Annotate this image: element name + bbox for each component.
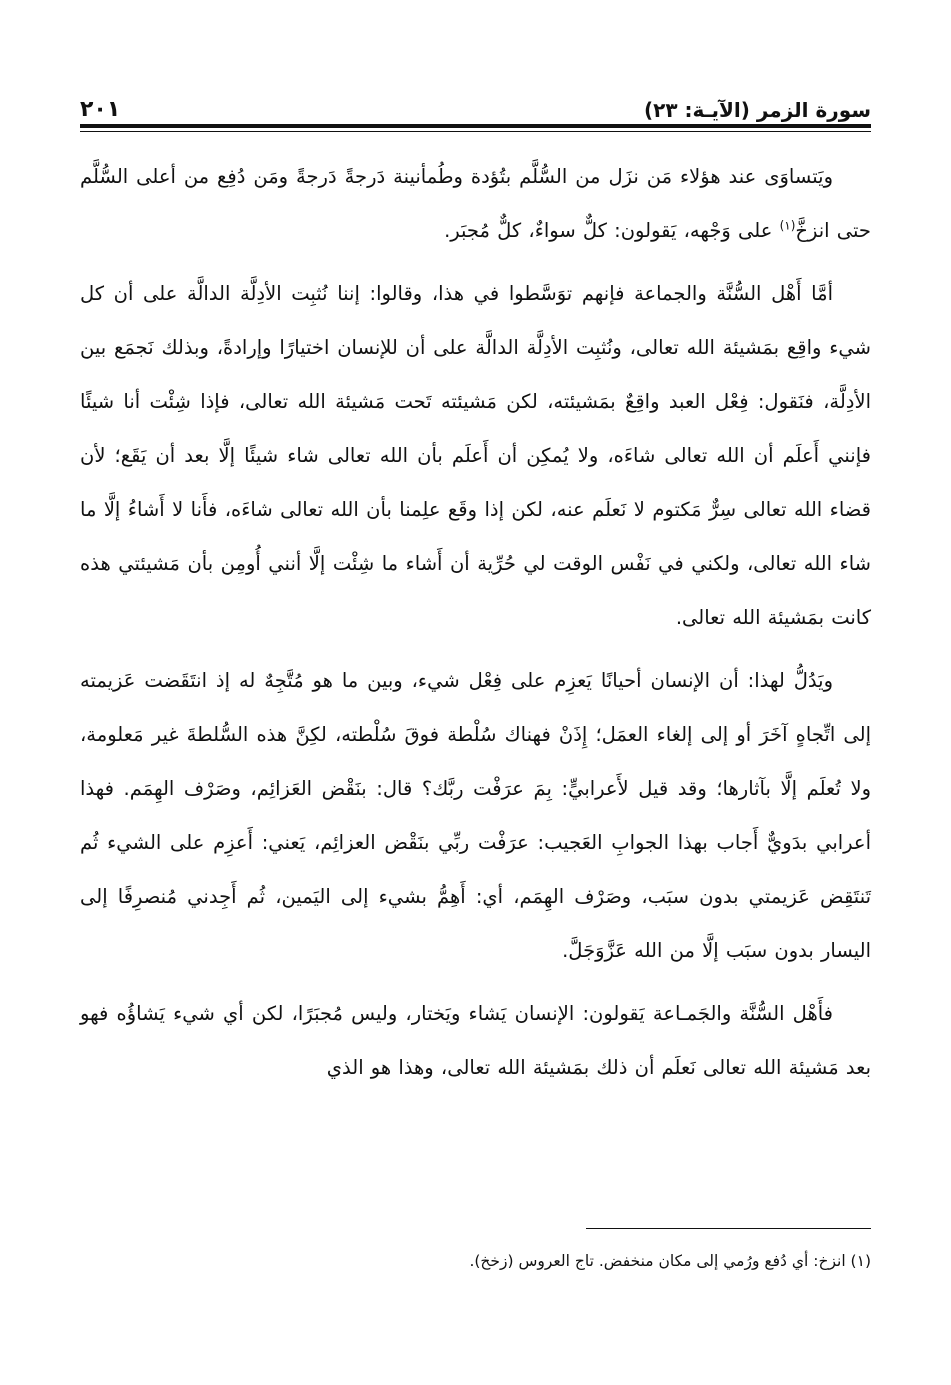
paragraph-1-text-start: ويَتساوَى عند هؤلاء مَن نزَل من السُّلَّم بتُؤدة وطُمأنينة دَرجةً دَرجةً ومَن دُفِع من أعلى السُّلَّم حتى انزخَّ — [80, 165, 871, 242]
paragraph-2: أمَّا أَهْل السُّنَّة والجماعة فإنهم توَسَّطوا في هذا، وقالوا: إننا نُثبِت الأدِلَّة الدالَّة على أن كل شيء واقِع بمَشيئة الله تعالى، ونُثبِت الأدِلَّة الدالَّة على أن للإنسان اختيارًا وإرادةً، وبذلك نَجمَع بين الأدِلَّة، فنَقول: فِعْل العبد واقِعٌ بمَشيئته، لكن مَشيئته تَحت مَشيئة الله تعالى، فإذا شِئْت أنا شيئًا فإنني أَعلَم أن الله تعالى شاءَه، ولا يُمكِن أن أَعلَم بأن الله تعالى شاء شيئًا إلَّا بعد أن يَقَع؛ لأن قضاء الله تعالى سِرٌّ مَكتوم لا نَعلَم عنه، لكن إذا وقَع علِمنا بأن الله تعالى شاءَه، فأَنا لا أَشاءُ إلَّا ما شاء الله تعالى، ولكني في نَفْس الوقت لي حُرِّية أن أَشاء ما شِئْت إلَّا أنني أُومِن بأن مَشيئتي هذه كانت بمَشيئة الله تعالى. — [80, 282, 871, 629]
footnote-1: (١) انزخ: أي دُفع ورُمي إلى مكان منخفض. تاج العروس (زخخ). — [469, 1252, 871, 1270]
header-rule-thick — [80, 124, 871, 128]
body-text — [80, 150, 871, 1104]
header-rule-thin — [80, 131, 871, 132]
paragraph-1-text-end: على وَجْهه، يَقولون: كلٌّ سواءٌ، كلٌّ مُجبَر. — [444, 219, 780, 242]
page-number: ٢٠١ — [80, 97, 121, 122]
footnotes — [80, 1246, 871, 1276]
running-head — [80, 88, 871, 124]
paragraph-4: فأَهْل السُّنَّة والجَمـاعة يَقولون: الإنسان يَشاء ويَختار، وليس مُجبَرًا، لكن أي شيء يَشاؤُه فهو بعد مَشيئة الله تعالى نَعلَم أن ذلك بمَشيئة الله تعالى، وهذا هو الذي — [80, 1002, 871, 1079]
surah-title: سورة الزمر (الآيـة: ٢٣) — [644, 98, 871, 122]
footnote-reference[interactable]: (١) — [779, 218, 796, 233]
paragraph-1 — [80, 150, 871, 258]
paragraph-3: ويَدُلُّ لهذا: أن الإنسان أحيانًا يَعزِم على فِعْل شيء، وبين ما هو مُتَّجِهٌ له إذ انتَقَضت عَزيمته إلى اتِّجاهٍ آخَرَ أو إلى إلغاء العمَل؛ إِذَنْ فهناك سُلْطة فوقَ سُلْطته، لكِنَّ هذه السُّلطةَ غير مَعلومة، ولا تُعلَم إلَّا بآثارها؛ وقد قيل لأَعرابيٍّ: بِمَ عرَفْت ربَّك؟ قال: بنَقْض العَزائِم، وصَرْف الهِمَم. فهذا أعرابي بدَويٌّ أَجاب بهذا الجوابِ العَجيب: عرَفْت ربِّي بنَقْض العزائِم، يَعني: أَعزِم على الشيء ثُم تَنتَقِض عَزيمتي بدون سبَب، وصَرْف الهِمَم، أي: أَهِمُّ بشيء إلى اليَمين، ثُم أَجِدني مُنصرِفًا إلى اليسار بدون سبَب إلَّا من الله عَزَّوَجَلَّ. — [80, 669, 871, 962]
footnote-separator — [586, 1228, 871, 1229]
